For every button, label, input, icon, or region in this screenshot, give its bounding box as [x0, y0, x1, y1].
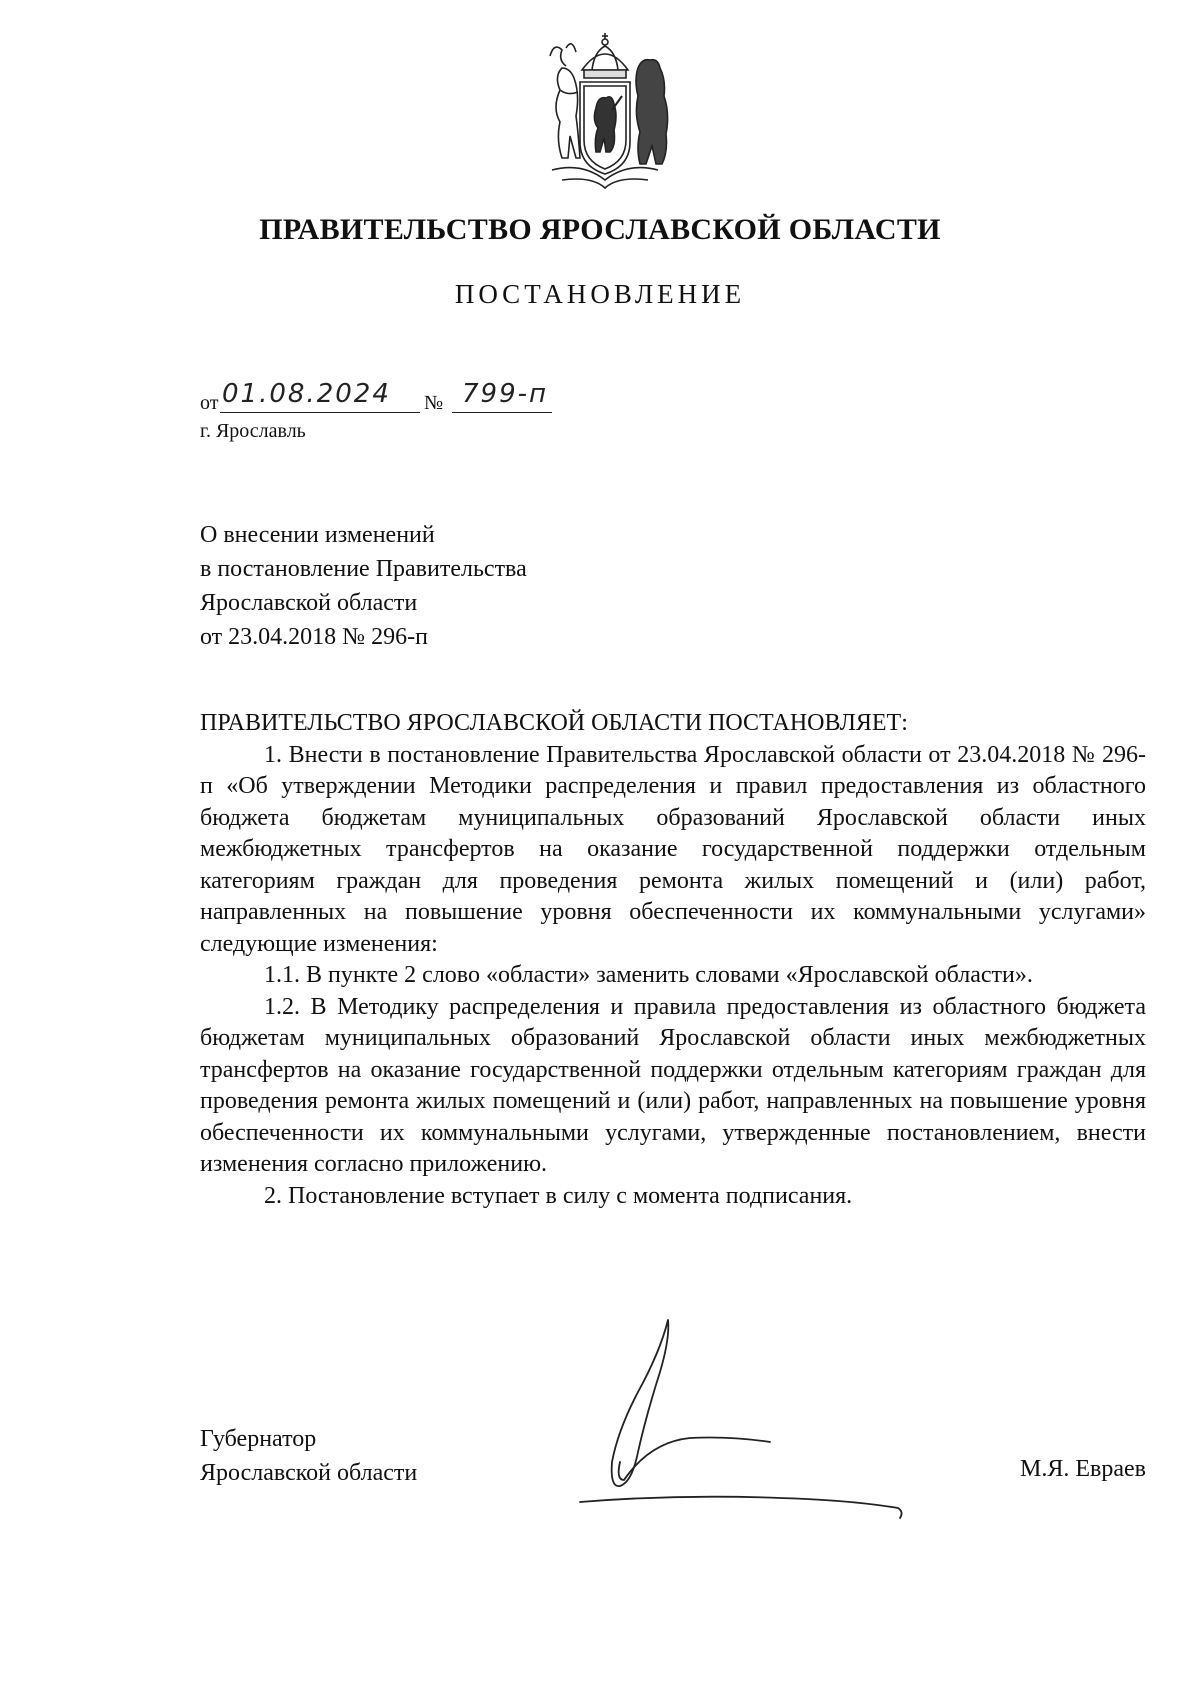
subject-line: Ярославской области: [200, 590, 418, 616]
subject-line: в постановление Правительства: [200, 556, 527, 582]
date-number-line: [200, 379, 700, 415]
signatory-title: [200, 1422, 417, 1490]
paragraph-2: 2. Постановление вступает в силу с момента подписания.: [264, 1182, 853, 1209]
resolution-lead: ПРАВИТЕЛЬСТВО ЯРОСЛАВСКОЙ ОБЛАСТИ ПОСТАНОВЛЯЕТ:: [200, 710, 908, 736]
number-label: №: [424, 392, 444, 414]
signatory-title-line: Губернатор: [200, 1426, 317, 1452]
date-from-label: от: [200, 392, 219, 414]
subject-line: от 23.04.2018 № 296-п: [200, 624, 428, 650]
document-body: [200, 708, 1146, 1212]
paragraph-1: 1. Внести в постановление Правительства Ярославской области от 23.04.2018 № 296-п «Об утверждении Методики распределения и правил предоставления из областного бюджета бюджетам муниципальных образований Ярославской области иных межбюджетных трансфертов на оказание государственной поддержки отдельным категориям граждан для проведения ремонта жилых помещений и (или) работ, направленных на повышение уровня обеспеченности их коммунальными услугами» следующие изменения:: [200, 741, 1146, 957]
handwritten-signature-icon: [520, 1312, 940, 1542]
document-subject: [200, 518, 527, 654]
signatory-title-line: Ярославской области: [200, 1460, 418, 1486]
date-underline: [220, 412, 420, 413]
organization-title: ПРАВИТЕЛЬСТВО ЯРОСЛАВСКОЙ ОБЛАСТИ: [259, 213, 941, 246]
handwritten-date: 01.08.2024: [222, 379, 391, 409]
subject-line: О внесении изменений: [200, 522, 435, 548]
signatory-name: М.Я. Евраев: [1020, 1456, 1146, 1482]
document-type: ПОСТАНОВЛЕНИЕ: [454, 279, 746, 309]
number-underline: [452, 412, 552, 413]
paragraph-1-2: 1.2. В Методику распределения и правила предоставления из областного бюджета бюджетам муниципальных образований Ярославской области иных межбюджетных трансфертов на оказание государственной поддержки отдельным категориям граждан для проведения ремонта жилых помещений и (или) работ, направленных на повышение уровня обеспеченности их коммунальными услугами, утвержденные постановлением, внести изменения согласно приложению.: [200, 993, 1146, 1177]
paragraph-1-1: 1.1. В пункте 2 слово «области» заменить словами «Ярославской области».: [264, 962, 1033, 988]
handwritten-number: 799-п: [462, 379, 549, 409]
yaroslavl-coat-of-arms-icon: [532, 30, 678, 196]
city: г. Ярославль: [200, 420, 306, 442]
